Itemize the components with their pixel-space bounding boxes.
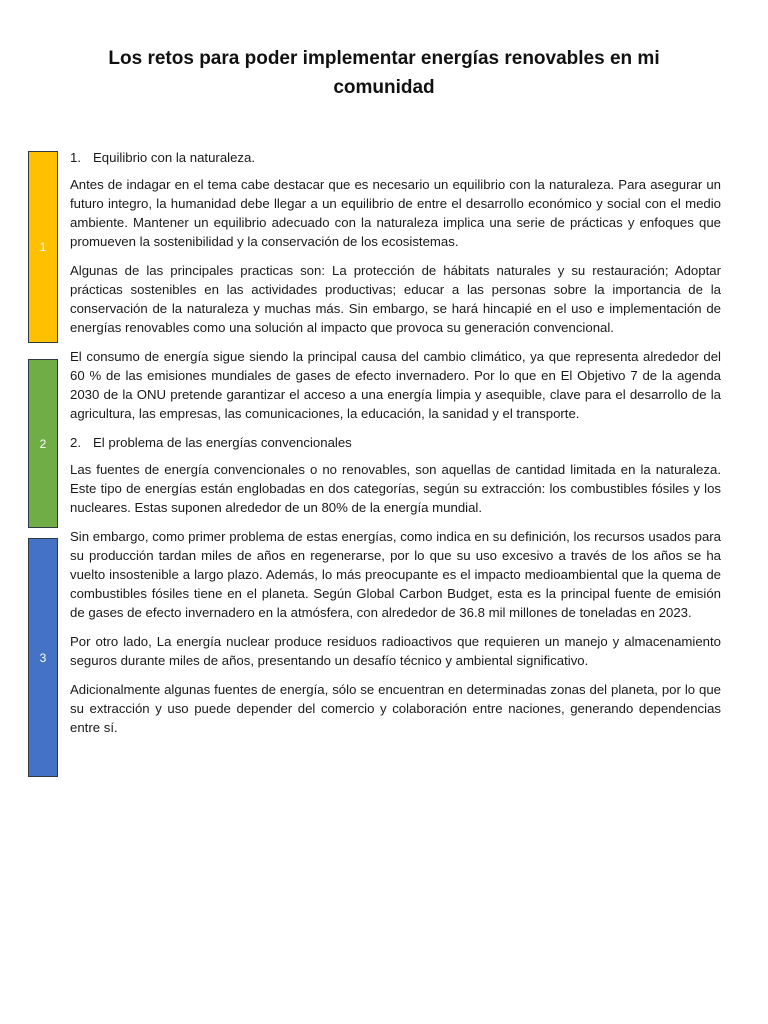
section-marker-2	[28, 359, 58, 528]
section-number-1: 1.	[70, 150, 81, 165]
section-marker-3-label: 3	[39, 650, 47, 665]
section-marker-3	[28, 538, 58, 777]
section-heading-1	[70, 148, 721, 167]
paragraph-nuclear: Por otro lado, La energía nuclear produce residuos radioactivos que requieren un manejo y almacenamiento seguros durante miles de años, presentando un desafío técnico y ambiental significativo.	[70, 634, 721, 668]
paragraph-balance-intro: Antes de indagar en el tema cabe destacar que es necesario un equilibrio con la naturaleza. Para asegurar un futuro integro, la humanidad debe llegar a un equilibrio de entre el desarrollo económico y social con el medio ambiente. Mantener un equilibrio adecuado con la naturaleza implica una serie de prácticas y enfoques que promueven la sostenibilidad y la conservación de los ecosistemas.	[70, 177, 721, 249]
section-heading-2	[70, 433, 721, 452]
paragraph-dependencies: Adicionalmente algunas fuentes de energía, sólo se encuentran en determinadas zonas del planeta, por lo que su extracción y uso puede depender del comercio y colaboración entre naciones, generando dependencias entre sí.	[70, 682, 721, 735]
section-number-2: 2.	[70, 435, 81, 450]
paragraph-conventional-sources: Las fuentes de energía convencionales o no renovables, son aquellas de cantidad limitada en la naturaleza. Este tipo de energías están englobadas en dos categorías, según su extracción: los combustibles fósiles y los nucleares. Estas suponen alrededor de un 80% de la energía mundial.	[70, 462, 721, 515]
paragraph-first-problem: Sin embargo, como primer problema de estas energías, como indica en su definición, los recursos usados para su producción tardan miles de años en regenerarse, por lo que su uso excesivo a través de los años se ha vuelto insostenible a largo plazo. Además, lo más preocupante es el impacto medioambiental que la quema de combustibles fósiles tiene en el planeta. Según Global Carbon Budget, esta es la principal fuente de emisión de gases de efecto invernadero en la atmósfera, con alrededor de 36.8 mil millones de toneladas en 2023.	[70, 529, 721, 620]
paragraph-practices: Algunas de las principales practicas son: La protección de hábitats naturales y su restauración; Adoptar prácticas sostenibles en las actividades productivas; educar a las personas sobre la importancia de la conservación de la naturaleza y muchas más. Sin embargo, se hará hincapié en el uso e implementación de energías renovables como una solución al impacto que provoca su generación convencional.	[70, 263, 721, 335]
paragraph-energy-consumption: El consumo de energía sigue siendo la principal causa del cambio climático, ya que representa alrededor del 60 % de las emisiones mundiales de gases de efecto invernadero. Por lo que en El Objetivo 7 de la agenda 2030 de la ONU pretende garantizar el acceso a una energía limpia y asequible, clave para el desarrollo de la agricultura, las empresas, las comunicaciones, la educación, la sanidad y el transporte.	[70, 349, 721, 421]
section-title-1: Equilibrio con la naturaleza.	[93, 150, 256, 165]
document-body	[70, 148, 721, 747]
document-title: Los retos para poder implementar energías renovables en mi comunidad	[108, 48, 660, 98]
section-marker-2-label: 2	[39, 436, 47, 451]
section-marker-1	[28, 151, 58, 343]
section-marker-1-label: 1	[39, 240, 47, 254]
section-title-2: El problema de las energías convencionales	[93, 435, 352, 450]
